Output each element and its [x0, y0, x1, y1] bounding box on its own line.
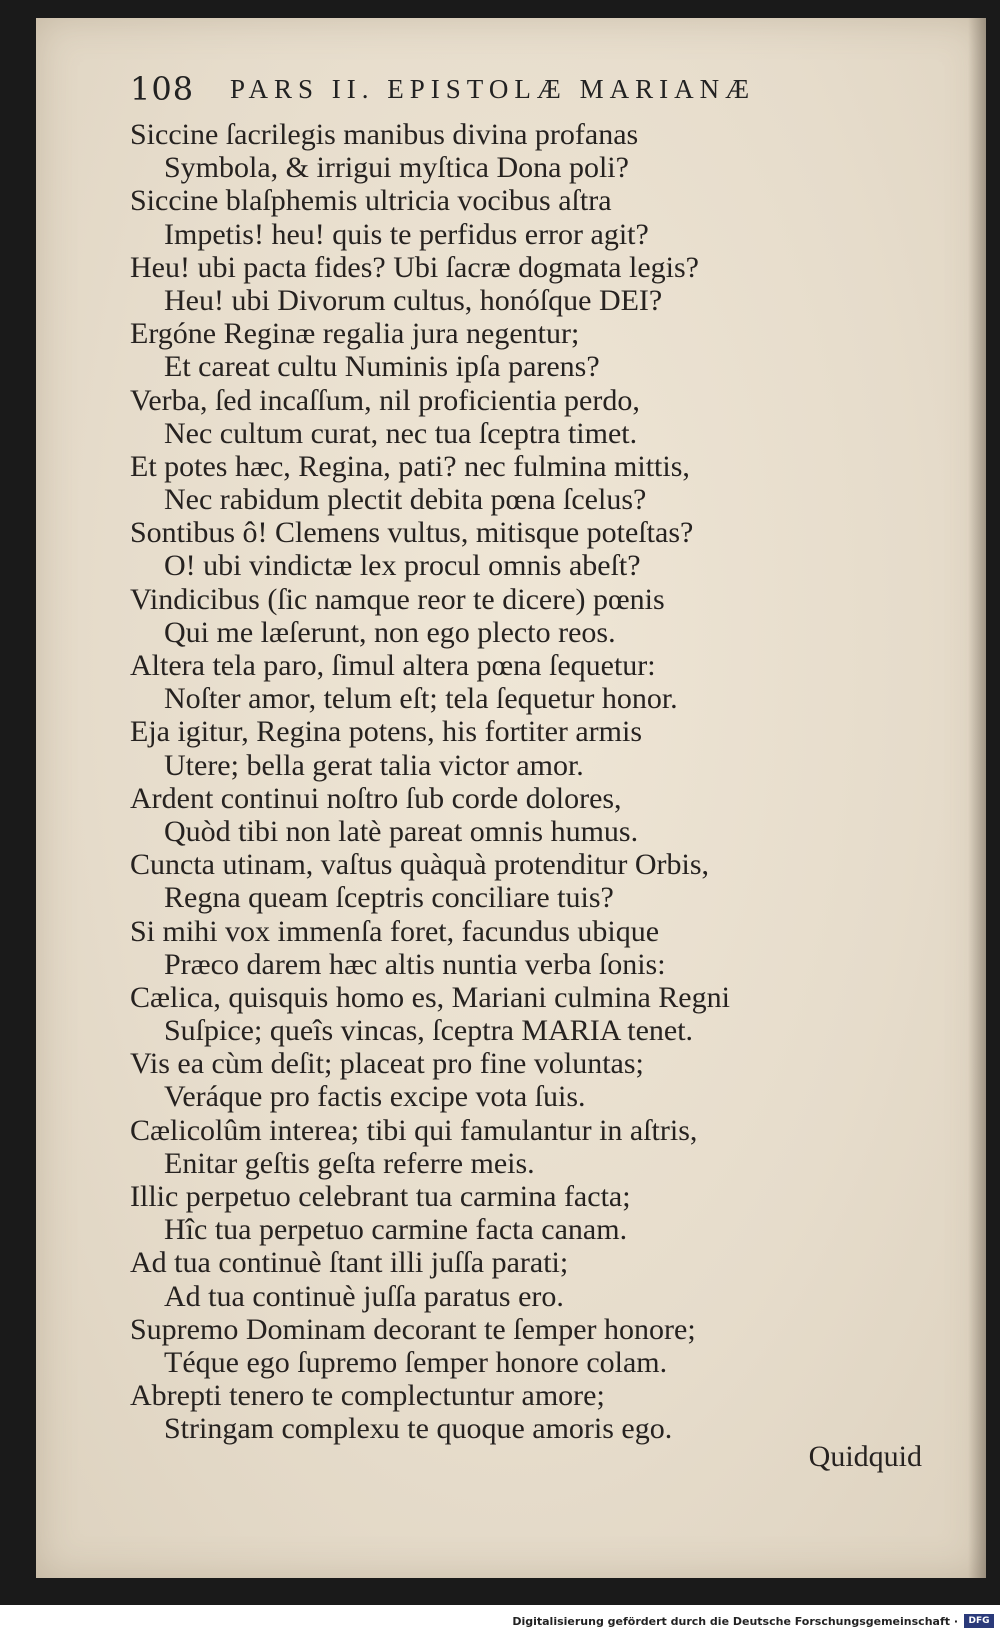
verse-line: Téque ego ſupremo ſemper honore colam.	[164, 1345, 668, 1379]
verse-line: Ad tua continuè juſſa paratus ero.	[164, 1279, 564, 1313]
verse-line: Cælica, quisquis homo es, Mariani culmina Regni	[130, 980, 730, 1014]
verse-line: Symbola, & irrigui myſtica Dona poli?	[164, 151, 629, 185]
verse-line: O! ubi vindictæ lex procul omnis abeſt?	[164, 549, 641, 583]
verse-line: Præco darem hæc altis nuntia verba ſonis:	[164, 947, 666, 981]
verse-line: Cælicolûm interea; tibi qui famulantur in aſtris,	[130, 1113, 698, 1147]
verse-line: Siccine blaſphemis ultricia vocibus aſtra	[130, 184, 612, 218]
verse-line: Utere; bella gerat talia victor amor.	[164, 748, 584, 782]
catchword: Quidquid	[808, 1440, 922, 1473]
page-header	[130, 70, 850, 114]
verse-line: Quòd tibi non latè pareat omnis humus.	[164, 814, 639, 848]
verse-line: Noſter amor, telum eſt; tela ſequetur honor.	[164, 682, 678, 716]
verse-line: Ardent continui noſtro ſub corde dolores,	[130, 781, 622, 815]
verse-line: Siccine ſacrilegis manibus divina profanas	[130, 118, 639, 151]
verse-line: Heu! ubi Divorum cultus, honóſque DEI?	[164, 283, 663, 317]
verse-line: Cuncta utinam, vaſtus quàquà protenditur Orbis,	[130, 848, 710, 882]
verse-line: Eja igitur, Regina potens, his fortiter armis	[130, 715, 643, 749]
verse-line: Vindicibus (ſic namque reor te dicere) pœnis	[130, 582, 665, 616]
verse-line: Abrepti tenero te complectuntur amore;	[130, 1379, 605, 1413]
verse-line: Sontibus ô! Clemens vultus, mitisque poteſtas?	[130, 516, 694, 550]
verse-line: Stringam complexu te quoque amoris ego.	[164, 1412, 673, 1446]
verse-line: Vis ea cùm deſit; placeat pro fine voluntas;	[130, 1047, 644, 1081]
running-title: PARS II. EPISTOLÆ MARIANÆ	[230, 74, 756, 104]
funding-credit: Digitalisierung gefördert durch die Deutsche Forschungsgemeinschaft ·	[512, 1615, 958, 1628]
dfg-logo: DFG	[964, 1614, 994, 1628]
verse-line: Et careat cultu Numinis ipſa parens?	[164, 350, 600, 384]
verse-line: Veráque pro factis excipe vota ſuis.	[164, 1080, 586, 1114]
poem-text	[130, 118, 950, 1446]
verse-line: Ergóne Reginæ regalia jura negentur;	[130, 317, 580, 351]
verse-line: Illic perpetuo celebrant tua carmina facta;	[130, 1180, 631, 1213]
verse-line: Hîc tua perpetuo carmine facta canam.	[164, 1213, 628, 1247]
page-edge-shadow	[968, 18, 986, 1578]
verse-line: Enitar geſtis geſta referre meis.	[164, 1146, 535, 1180]
verse-line: Altera tela paro, ſimul altera pœna ſequetur:	[130, 649, 656, 682]
verse-line: Et potes hæc, Regina, pati? nec fulmina mittis,	[130, 449, 690, 483]
verse-line: Nec rabidum plectit debita pœna ſcelus?	[164, 483, 647, 517]
verse-line: Impetis! heu! quis te perfidus error agit?	[164, 217, 649, 251]
verse-line: Qui me læſerunt, non ego plecto reos.	[164, 615, 616, 649]
page-number: 108	[130, 70, 195, 108]
verse-line: Ad tua continuè ſtant illi juſſa parati;	[130, 1246, 569, 1280]
verse-line: Suſpice; queîs vincas, ſceptra MARIA tenet.	[164, 1014, 694, 1048]
verse-line: Verba, ſed incaſſum, nil proficientia perdo,	[130, 383, 640, 417]
verse-line: Heu! ubi pacta fides? Ubi ſacræ dogmata legis?	[130, 250, 699, 284]
verse-line: Si mihi vox immenſa foret, facundus ubique	[130, 914, 660, 948]
verse-line: Regna queam ſceptris conciliare tuis?	[164, 881, 614, 915]
verse-line: Supremo Dominam decorant te ſemper honore;	[130, 1312, 696, 1346]
verse-line: Nec cultum curat, nec tua ſceptra timet.	[164, 416, 638, 450]
footer-bar	[0, 1605, 1000, 1640]
